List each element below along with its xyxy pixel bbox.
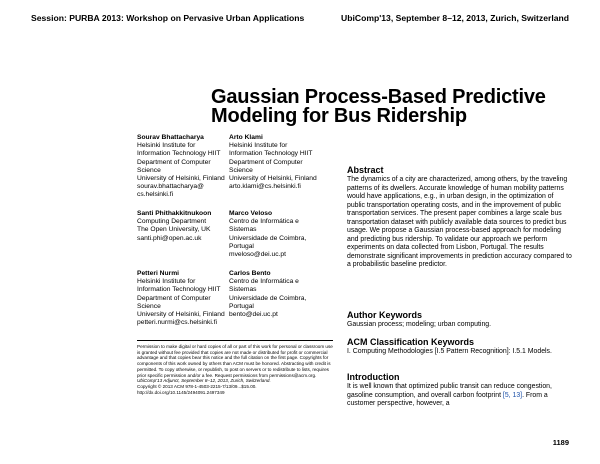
author-affiliation-line: Sistemas: [229, 286, 257, 294]
author-affiliation-line: Portugal: [229, 302, 254, 310]
paper-title: Gaussian Process-Based Predictive Modeling for Bus Ridership: [211, 86, 546, 127]
author-email: cs.helsinki.fi: [137, 191, 174, 199]
author-name: Santi Phithakkitnukoon: [137, 210, 212, 217]
author-affiliation-line: Centro de Informática e: [229, 278, 299, 286]
author-block-2: [229, 134, 337, 191]
permission-doi[interactable]: http://dx.doi.org/10.1145/2494091.2497349: [137, 389, 225, 395]
abstract-heading: Abstract: [347, 165, 384, 175]
acm-text: I. Computing Methodologies [I.5 Pattern Recognition]: I.5.1 Models.: [347, 348, 552, 355]
author-affiliation-line: The Open University, UK: [137, 226, 211, 234]
citation-link[interactable]: [5, 13]: [502, 391, 523, 399]
permission-copyright: Copyright © 2013 ACM 978-1-4503-2215-7/13/09...$15.00.: [137, 383, 257, 389]
intro-text-part: . From a customer perspective, however, a: [347, 391, 548, 407]
acm-heading: ACM Classification Keywords: [347, 337, 475, 347]
author-block-4: [229, 210, 337, 259]
intro-text-part: It is well known that optimized public transit can reduce congestion, gasoline consumption, and overall carbon footprint: [347, 383, 552, 399]
author-email: santi.phi@open.ac.uk: [137, 234, 202, 242]
author-email: petteri.nurmi@cs.helsinki.fi: [137, 319, 218, 327]
author-affiliation-line: University of Helsinki, Finland: [137, 311, 225, 319]
author-affiliation-line: Helsinki Institute for: [137, 142, 196, 150]
running-header-conference: UbiComp'13, September 8–12, 2013, Zurich, Switzerland: [341, 13, 569, 23]
author-affiliation-line: Information Technology HIIT: [137, 286, 221, 294]
running-header-session: Session: PURBA 2013: Workshop on Pervasive Urban Applications: [31, 13, 305, 23]
author-affiliation-line: University of Helsinki, Finland: [137, 175, 225, 183]
abstract-section: [347, 165, 573, 270]
author-affiliation-line: Helsinki Institute for: [229, 142, 288, 150]
author-affiliation-line: Department of Computer: [229, 158, 303, 166]
introduction-heading: Introduction: [347, 372, 400, 382]
author-block-6: [229, 270, 337, 319]
abstract-text: The dynamics of a city are characterized, among others, by the traveling patterns of its dwellers. Accurate knowledge of human mobility patterns would have applications, e.g., in urban design, in the optimization of public transportation operating costs, and in the improvement of public transportation services. The present paper combines a large scale bus transportation dataset with publicly available data sources to predict bus usage. We propose a Gaussian process-based approach for modeling and predicting bus ridership. To validate our approach we perform experiments on data collected from Lisbon, Portugal. The results demonstrate significant improvements in prediction accuracy compared to a probabilistic baseline predictor.: [347, 176, 572, 268]
acm-classification-section: [347, 337, 573, 357]
author-name: Sourav Bhattacharya: [137, 134, 204, 141]
author-affiliation-line: Science: [137, 302, 161, 310]
keywords-section: [347, 310, 573, 330]
author-affiliation-line: Helsinki Institute for: [137, 278, 196, 286]
author-affiliation-line: Information Technology HIIT: [229, 150, 313, 158]
author-affiliation-line: Science: [229, 166, 253, 174]
permission-text: Permission to make digital or hard copies of all or part of this work for personal or classroom use is granted without fee provided that copies are not made or distributed for profit or commercial advantage and that copies bear this notice and the full citation on the first page. Copyrights for components of this work owned by others than ACM must be honored. Abstracting with credit is permitted. To copy otherwise, or republish, to post on servers or to redistribute to lists, requires prior specific permission and/or a fee. Request permissions from permissions@acm.org.: [137, 344, 333, 378]
author-affiliation-line: Sistemas: [229, 226, 257, 234]
author-email: sourav.bhattacharya@: [137, 183, 204, 191]
author-affiliation-line: Universidade de Coimbra,: [229, 234, 307, 242]
introduction-text: [347, 383, 573, 409]
author-affiliation-line: Computing Department: [137, 218, 207, 226]
author-email: mveloso@dei.uc.pt: [229, 251, 286, 259]
author-affiliation-line: Portugal: [229, 242, 254, 250]
permission-conference-line: UbiComp'13 Adjunct, September 8–12, 2013, Zurich, Switzerland.: [137, 378, 271, 384]
keywords-text: Gaussian process; modeling; urban computing.: [347, 321, 492, 328]
keywords-heading: Author Keywords: [347, 310, 423, 320]
introduction-section: [347, 372, 573, 409]
author-affiliation-line: Information Technology HIIT: [137, 150, 221, 158]
author-name: Petteri Nurmi: [137, 270, 179, 277]
page-number: 1189: [552, 438, 569, 447]
author-email: arto.klami@cs.helsinki.fi: [229, 183, 301, 191]
author-name: Carlos Bento: [229, 270, 271, 277]
author-affiliation-line: Centro de Informática e: [229, 218, 299, 226]
author-name: Arto Klami: [229, 134, 263, 141]
author-affiliation-line: University of Helsinki, Finland: [229, 175, 317, 183]
permission-notice: [137, 340, 333, 395]
author-affiliation-line: Department of Computer: [137, 158, 211, 166]
author-name: Marco Veloso: [229, 210, 273, 217]
author-affiliation-line: Science: [137, 166, 161, 174]
author-email: bento@dei.uc.pt: [229, 311, 278, 319]
author-affiliation-line: Department of Computer: [137, 294, 211, 302]
author-affiliation-line: Universidade de Coimbra,: [229, 294, 307, 302]
